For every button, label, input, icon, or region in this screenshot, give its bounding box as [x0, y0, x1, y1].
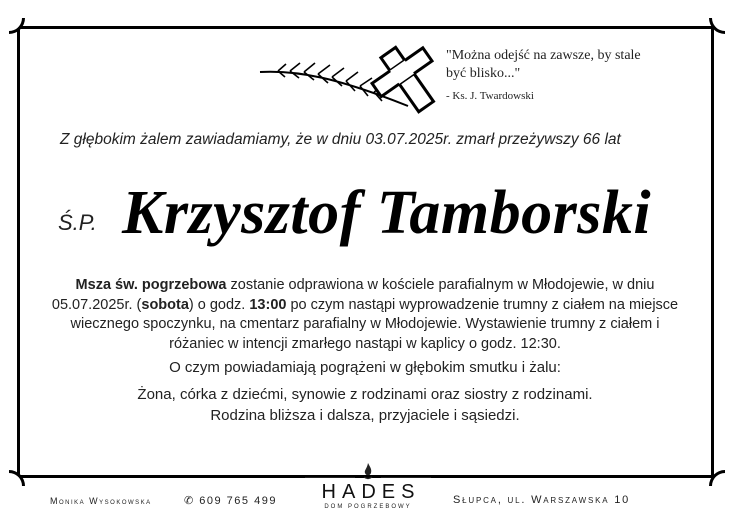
funeral-details	[50, 276, 680, 426]
intro-text: Z głębokim żalem zawiadamiamy, że w dniu	[60, 131, 366, 148]
quote-author: - Ks. J. Twardowski	[446, 90, 534, 102]
name-prefix: Ś.P.	[58, 210, 97, 235]
logo-subtitle: DOM POGRZEBOWY	[324, 504, 412, 510]
family-line-1: Żona, córka z dziećmi, synowie z rodzinami oraz siostry z rodzinami.	[137, 385, 593, 403]
logo-line-right	[381, 477, 431, 478]
logo-line-left	[305, 477, 355, 478]
funeral-text-3: po czym nastąpi wyprowadzenie trumny z ciałem na miejsce wiecznego spoczynku, na cmentarz parafialny w Młodojewie. Wystawienie trumny z ciałem i różaniec w intencji zmarłego nastąpi w kaplicy o godz. 12:30.	[70, 296, 679, 352]
footer-person: Monika Wysokowska	[50, 496, 152, 506]
quote-line-2: być blisko..."	[446, 66, 521, 81]
hades-logo	[303, 462, 433, 514]
funeral-text-2: ) o godz.	[188, 296, 250, 313]
age: 66 lat	[582, 131, 621, 148]
intro-text-mid: zmarł przeżywszy	[452, 131, 583, 148]
flame-icon	[360, 462, 376, 480]
cross-with-palm-icon	[258, 44, 438, 114]
funeral-paragraph	[50, 276, 680, 354]
footer-phone: ✆ 609 765 499	[184, 495, 277, 507]
footer-address: Słupca, ul. Warszawska 10	[453, 494, 631, 506]
family-line-2: Rodzina bliższa i dalsza, przyjaciele i sąsiedzi.	[210, 406, 520, 424]
announcement: O czym powiadamiają pogrążeni w głębokim smutku i żalu:	[169, 359, 561, 376]
funeral-time: 13:00	[249, 296, 287, 313]
mass-label: Msza św. pogrzebowa	[75, 277, 227, 293]
quote	[446, 47, 686, 83]
funeral-weekday: sobota	[141, 296, 189, 313]
logo-title: HADES	[321, 481, 421, 503]
intro-line	[60, 131, 700, 149]
quote-line-1: "Można odejść na zawsze, by stale	[446, 48, 641, 63]
funeral-text-1: zostanie odprawiona w kościele parafialnym w Młodojewie, w dniu 05.07.2025r. (	[51, 277, 655, 313]
deceased-name: Krzysztof Tamborski	[122, 179, 652, 247]
death-date: 03.07.2025r.	[365, 131, 452, 148]
family-list	[50, 384, 680, 426]
